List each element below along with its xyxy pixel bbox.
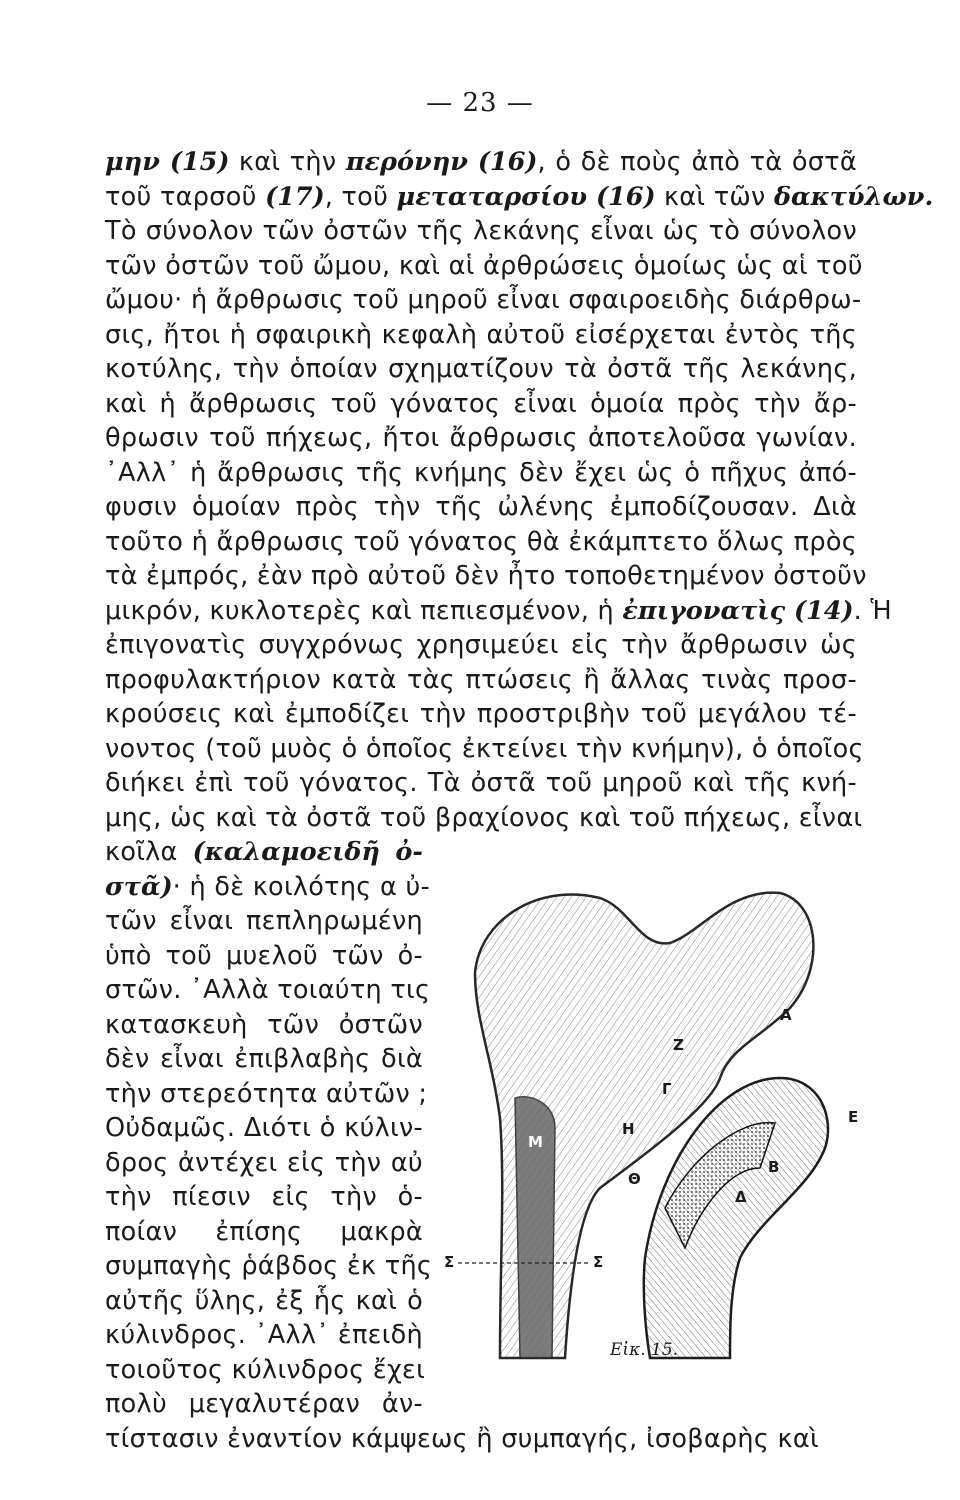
text-segment: ἐπιγονατὶς συγχρόνως χρησιμεύει εἰς τὴν ἄρθρωσιν ὡς — [105, 630, 857, 660]
text-line — [105, 1008, 423, 1042]
text-line — [105, 835, 423, 869]
text-segment: συμπαγὴς ῥάβδος ἐκ τῆς — [105, 1251, 433, 1281]
text-line — [105, 490, 857, 524]
text-segment: κατασκευὴ τῶν ὀστῶν — [105, 1009, 423, 1040]
text-segment: πολὺ μεγαλυτέραν ἀν- — [105, 1389, 423, 1419]
text-line — [105, 766, 857, 800]
text-line — [105, 1077, 428, 1111]
text-segment: νοντος (τοῦ μυὸς ὁ ὁποῖος ἐκτείνει τὴν κνήμην), ὁ ὁποῖος — [105, 733, 864, 764]
text-segment: ποίαν ἐπίσης μακρὰ — [105, 1216, 423, 1247]
text-line — [105, 1387, 423, 1421]
text-line — [105, 525, 857, 559]
text-line — [105, 1180, 423, 1214]
text-segment: σις, ἤτοι ἡ σφαιρικὴ κεφαλὴ αὐτοῦ εἰσέρχεται ἐντὸς τῆς — [105, 319, 857, 350]
text-line — [105, 973, 431, 1007]
label-S-left: Σ — [444, 1253, 455, 1271]
text-line — [105, 870, 431, 904]
text-segment: τὴν στερεότητα αὐτῶν ; — [105, 1078, 428, 1109]
term-italic: μην (15) — [105, 147, 230, 177]
text-segment: ὑπὸ τοῦ μυελοῦ τῶν ὀ- — [105, 940, 423, 971]
text-line — [105, 249, 863, 283]
label-A: A — [780, 1006, 792, 1024]
femur-illustration — [430, 858, 870, 1378]
label-S-right: Σ — [593, 1253, 604, 1271]
label-E: E — [848, 1108, 859, 1126]
text-segment: κρούσεις καὶ ἐμποδίζει τὴν προστριβὴν τοῦ μεγάλου τέ- — [105, 699, 857, 729]
text-segment: . Ἡ — [853, 595, 893, 626]
text-segment: τοιοῦτος κύλινδρος ἔχει — [105, 1354, 425, 1385]
text-line — [105, 180, 934, 214]
label-H: H — [622, 1120, 635, 1138]
text-line — [105, 904, 423, 938]
text-line — [105, 283, 862, 317]
text-segment: τῶν ὀστῶν τοῦ ὤμου, καὶ αἱ ἀρθρώσεις ὁμοίως ὡς αἱ τοῦ — [105, 250, 863, 281]
page-number: — 23 — — [426, 88, 534, 118]
text-segment: μικρόν, κυκλοτερὲς καὶ πεπιεσμένον, ἡ — [105, 595, 623, 626]
text-line — [105, 1422, 857, 1456]
text-segment: κύλινδρος. ᾿Αλλ᾿ ἐπειδὴ — [105, 1320, 423, 1350]
text-segment: καὶ ἡ ἄρθρωσις τοῦ γόνατος εἶναι ὁμοία πρὸς τὴν ἄρ- — [105, 388, 857, 419]
label-Z: Z — [673, 1036, 684, 1054]
text-segment: προφυλακτήριον κατὰ τὰς πτώσεις ἢ ἄλλας τινὰς προσ- — [105, 664, 857, 695]
text-segment: αὐτῆς ὕλης, ἐξ ἧς καὶ ὁ — [105, 1285, 423, 1316]
text-segment: κοῖλα — [105, 837, 193, 867]
text-segment: τῶν εἶναι πεπληρωμένη — [105, 906, 423, 936]
text-segment: ὤμου· ἡ ἄρθρωσις τοῦ μηροῦ εἶναι σφαιροειδὴς διάρθρω- — [105, 285, 862, 315]
text-line — [105, 1353, 423, 1387]
text-segment: τὴν πίεσιν εἰς τὴν ὁ- — [105, 1182, 423, 1212]
text-segment: δρος ἀντέχει εἰς τὴν αὐ — [105, 1147, 423, 1178]
text-line — [105, 145, 857, 179]
text-line — [105, 594, 893, 628]
text-line — [105, 1318, 423, 1352]
text-segment: Τὸ σύνολον τῶν ὀστῶν τῆς λεκάνης εἶναι ὡς τὸ σύνολον — [105, 216, 857, 246]
label-TH: Θ — [628, 1170, 641, 1188]
text-line — [105, 628, 857, 662]
term-italic: ἐπιγονατὶς (14) — [622, 595, 854, 626]
text-segment: , τοῦ — [324, 181, 397, 212]
label-B: B — [768, 1158, 780, 1176]
text-line — [105, 1249, 433, 1283]
text-line — [105, 1146, 423, 1180]
term-italic: μεταταρσίου (16) — [396, 181, 656, 212]
text-segment: τοῦτο ἡ ἄρθρωσις τοῦ γόνατος θὰ ἐκάμπτετο ὅλως πρὸς — [105, 526, 857, 557]
text-segment: διήκει ἐπὶ τοῦ γόνατος. Τὰ ὀστᾶ τοῦ μηροῦ καὶ τῆς κνή- — [105, 768, 857, 798]
text-segment: , ὁ δὲ ποὺς ἀπὸ τὰ ὀστᾶ — [537, 147, 857, 177]
text-segment: φυσιν ὁμοίαν πρὸς τὴν τῆς ὠλένης ἐμποδίζουσαν. Διὰ — [105, 492, 857, 522]
text-line — [105, 421, 857, 455]
text-segment: κοτύλης, τὴν ὁποίαν σχηματίζουν τὰ ὀστᾶ τῆς λεκάνης, — [105, 354, 857, 384]
text-segment: τὰ ἐμπρός, ἐὰν πρὸ αὐτοῦ δὲν ἦτο τοποθετημένον ὀστοῦν — [105, 561, 867, 591]
text-line — [105, 387, 857, 421]
text-line — [105, 801, 863, 835]
text-line — [105, 697, 857, 731]
figure-caption: Εἰκ. 15. — [610, 1340, 679, 1360]
text-segment: ᾿Αλλ᾿ ἡ ἄρθρωσις τῆς κνήμης δὲν ἔχει ὡς ὁ πῆχυς ἀπό- — [105, 457, 857, 488]
label-D: Δ — [735, 1188, 747, 1206]
label-G: Γ — [662, 1080, 672, 1098]
text-segment: Οὐδαμῶς. Διότι ὁ κύλιν- — [105, 1113, 423, 1143]
text-line — [105, 214, 857, 248]
text-line — [105, 456, 857, 490]
text-line — [105, 939, 423, 973]
text-segment: στῶν. ᾿Αλλὰ τοιαύτη τις — [105, 975, 431, 1005]
text-segment: · ἡ δὲ κοιλότης α ὐ- — [172, 871, 431, 902]
text-line — [105, 1215, 423, 1249]
text-line — [105, 352, 857, 386]
text-line — [105, 318, 857, 352]
label-M: M — [528, 1133, 543, 1151]
text-line — [105, 663, 857, 697]
text-segment: μης, ὡς καὶ τὰ ὀστᾶ τοῦ βραχίονος καὶ τοῦ πήχεως, εἶναι — [105, 802, 863, 833]
term-italic: (17) — [265, 181, 325, 212]
term-italic: περόνην (16) — [345, 147, 538, 177]
femur-figure — [430, 858, 870, 1378]
text-line — [105, 1284, 423, 1318]
text-segment: τίστασιν ἐναντίον κάμψεως ἢ συμπαγής, ἰσοβαρὴς καὶ — [105, 1423, 819, 1454]
text-segment: θρωσιν τοῦ πήχεως, ἤτοι ἄρθρωσις ἀποτελοῦσα γωνίαν. — [105, 423, 857, 453]
text-line — [105, 1111, 423, 1145]
text-line — [105, 559, 867, 593]
text-line — [105, 732, 864, 766]
term-italic: στᾶ) — [105, 871, 173, 902]
text-segment: δὲν εἶναι ἐπιβλαβὴς διὰ — [105, 1044, 423, 1074]
term-italic: δακτύλων. — [774, 181, 934, 212]
text-line — [105, 1042, 423, 1076]
term-italic: (καλαμοειδῆ ὀ- — [192, 837, 423, 867]
text-segment: καὶ τῶν — [655, 181, 775, 212]
text-segment: τοῦ ταρσοῦ — [105, 181, 266, 212]
text-segment: καὶ τὴν — [229, 147, 346, 177]
